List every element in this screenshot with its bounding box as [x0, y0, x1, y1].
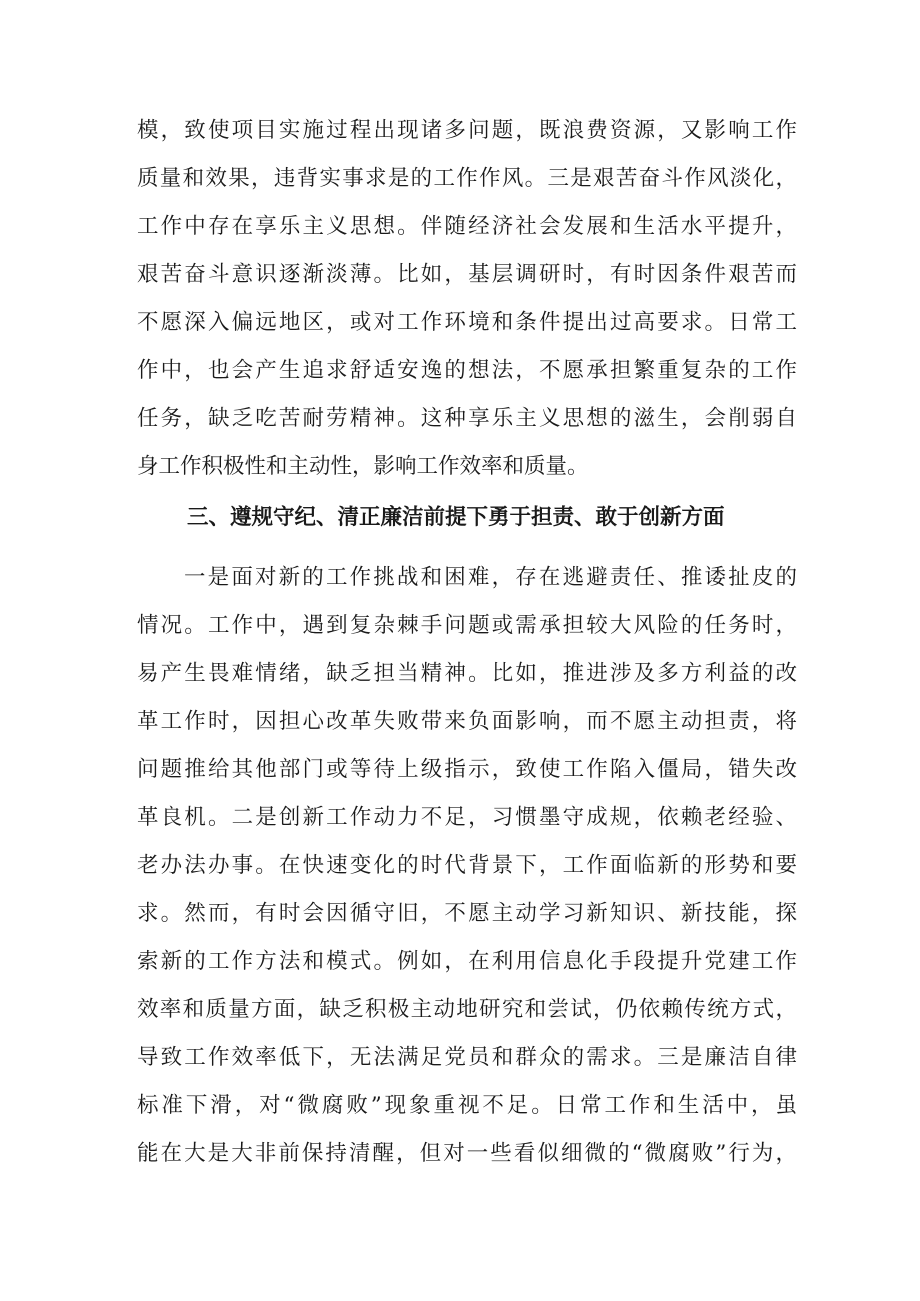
text-line: 任务，缺乏吃苦耐劳精神。这种享乐主义思想的滋生，会削弱自	[137, 406, 797, 431]
text-line: 模，致使项目实施过程出现诸多问题，既浪费资源，又影响工作	[137, 118, 797, 143]
section-heading: 三、遵规守纪、清正廉洁前提下勇于担责、敢于创新方面	[187, 505, 725, 530]
text-line: 问题推给其他部门或等待上级指示，致使工作陷入僵局，错失改	[137, 757, 797, 782]
text-line: 一是面对新的工作挑战和困难，存在逃避责任、推诿扯皮的	[184, 565, 797, 590]
text-line: 质量和效果，违背实事求是的工作作风。三是艰苦奋斗作风淡化，	[137, 166, 797, 191]
text-line: 索新的工作方法和模式。例如，在利用信息化手段提升党建工作	[137, 949, 797, 974]
text-line: 求。然而，有时会因循守旧，不愿主动学习新知识、新技能，探	[137, 901, 797, 926]
text-line: 效率和质量方面，缺乏积极主动地研究和尝试，仍依赖传统方式，	[137, 997, 797, 1022]
paragraph-continued	[137, 107, 797, 491]
text-line: 能在大是大非前保持清醒，但对一些看似细微的“微腐败”行为，	[137, 1141, 797, 1166]
text-line: 艰苦奋斗意识逐渐淡薄。比如，基层调研时，有时因条件艰苦而	[137, 262, 797, 287]
section-heading-block	[137, 494, 797, 542]
text-line: 革工作时，因担心改革失败带来负面影响，而不愿主动担责，将	[137, 709, 797, 734]
text-line: 老办法办事。在快速变化的时代背景下，工作面临新的形势和要	[137, 853, 797, 878]
text-line: 革良机。二是创新工作动力不足，习惯墨守成规，依赖老经验、	[137, 805, 797, 830]
text-line: 易产生畏难情绪，缺乏担当精神。比如，推进涉及多方利益的改	[137, 661, 797, 686]
text-line: 身工作积极性和主动性，影响工作效率和质量。	[137, 454, 589, 479]
paragraph-section-three	[137, 554, 797, 1178]
text-line: 导致工作效率低下，无法满足党员和群众的需求。三是廉洁自律	[137, 1045, 797, 1070]
text-line: 工作中存在享乐主义思想。伴随经济社会发展和生活水平提升，	[137, 214, 797, 239]
text-line: 作中，也会产生追求舒适安逸的想法，不愿承担繁重复杂的工作	[137, 358, 797, 383]
text-line: 不愿深入偏远地区，或对工作环境和条件提出过高要求。日常工	[137, 310, 797, 335]
text-line: 标准下滑，对“微腐败”现象重视不足。日常工作和生活中，虽	[137, 1093, 797, 1118]
text-line: 情况。工作中，遇到复杂棘手问题或需承担较大风险的任务时，	[137, 613, 797, 638]
